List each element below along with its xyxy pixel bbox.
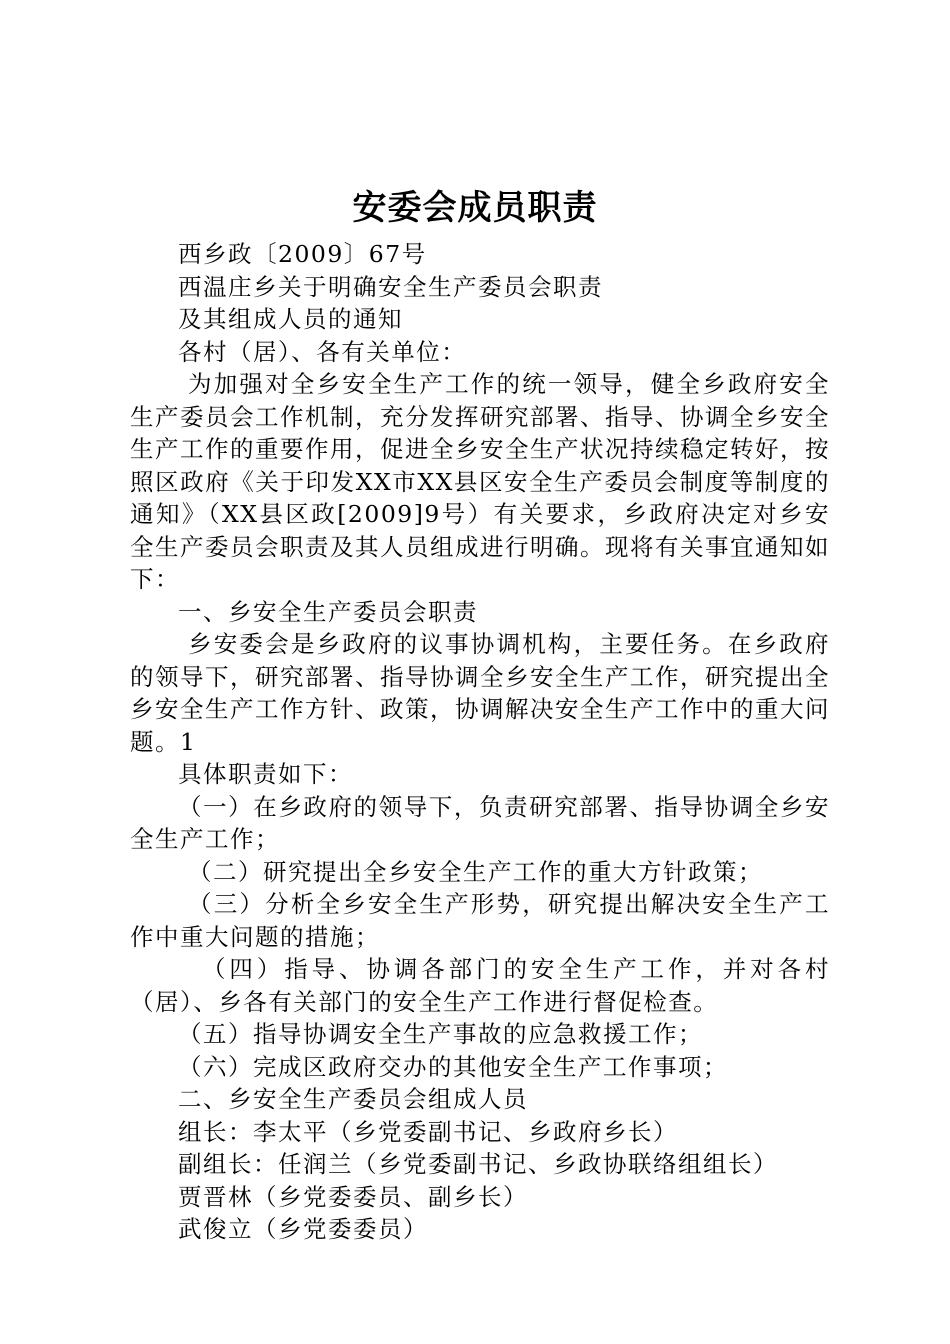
doc-number: 西乡政〔2009〕67号 [178,240,427,268]
member-deputy: 副组长：任润兰（乡党委副书记、乡政协联络组组长） [178,1150,778,1178]
intro-paragraph: 为加强对全乡安全生产工作的统一领导，健全乡政府安全生产委员会工作机制，充分发挥研究部署、指导、协调全乡安全生产工作的重要作用，促进全乡安全生产状况持续稳定转好，按照区政府《关于印发XX市XX县区安全生产委员会制度等制度的通知》（XX县区政[2009]9号）有关要求，乡政府决定对乡安全生产委员会职责及其人员组成进行明确。现将有关事宜通知如下： [130,370,830,593]
member-item: 武俊立（乡党委委员） [178,1215,428,1243]
section-2-heading: 二、乡安全生产委员会组成人员 [178,1085,528,1113]
duty-item-4: （四）指导、协调各部门的安全生产工作，并对各村（居）、乡各有关部门的安全生产工作进行督促检查。 [130,955,830,1016]
duty-item-5: （五）指导协调安全生产事故的应急救援工作； [178,1020,703,1048]
section-1-heading: 一、乡安全生产委员会职责 [178,597,478,626]
salutation: 各村（居）、各有关单位： [178,337,467,366]
section-1-paragraph: 乡安委会是乡政府的议事协调机构，主要任务。在乡政府的领导下，研究部署、指导协调全乡安全生产工作，研究提出全乡安全生产工作方针、政策，协调解决安全生产工作中的重大问题。1 [130,630,830,756]
duties-intro: 具体职责如下： [178,760,353,788]
notice-heading-line-1: 西温庄乡关于明确安全生产委员会职责 [178,272,603,301]
duty-item-1: （一）在乡政府的领导下，负责研究部署、指导协调全乡安全生产工作； [130,792,830,853]
member-leader: 组长：李太平（乡党委副书记、乡政府乡长） [178,1117,678,1146]
duty-item-2: （二）研究提出全乡安全生产工作的重大方针政策； [188,857,763,886]
notice-heading-line-2: 及其组成人员的通知 [178,305,403,333]
document-body [130,238,830,1246]
duty-item-3: （三）分析全乡安全生产形势，研究提出解决安全生产工作中重大问题的措施； [130,890,830,951]
duty-item-6: （六）完成区政府交办的其他安全生产工作事项； [178,1052,728,1081]
member-item: 贾晋林（乡党委委员、副乡长） [178,1182,528,1211]
document-title: 安委会成员职责 [352,188,598,228]
